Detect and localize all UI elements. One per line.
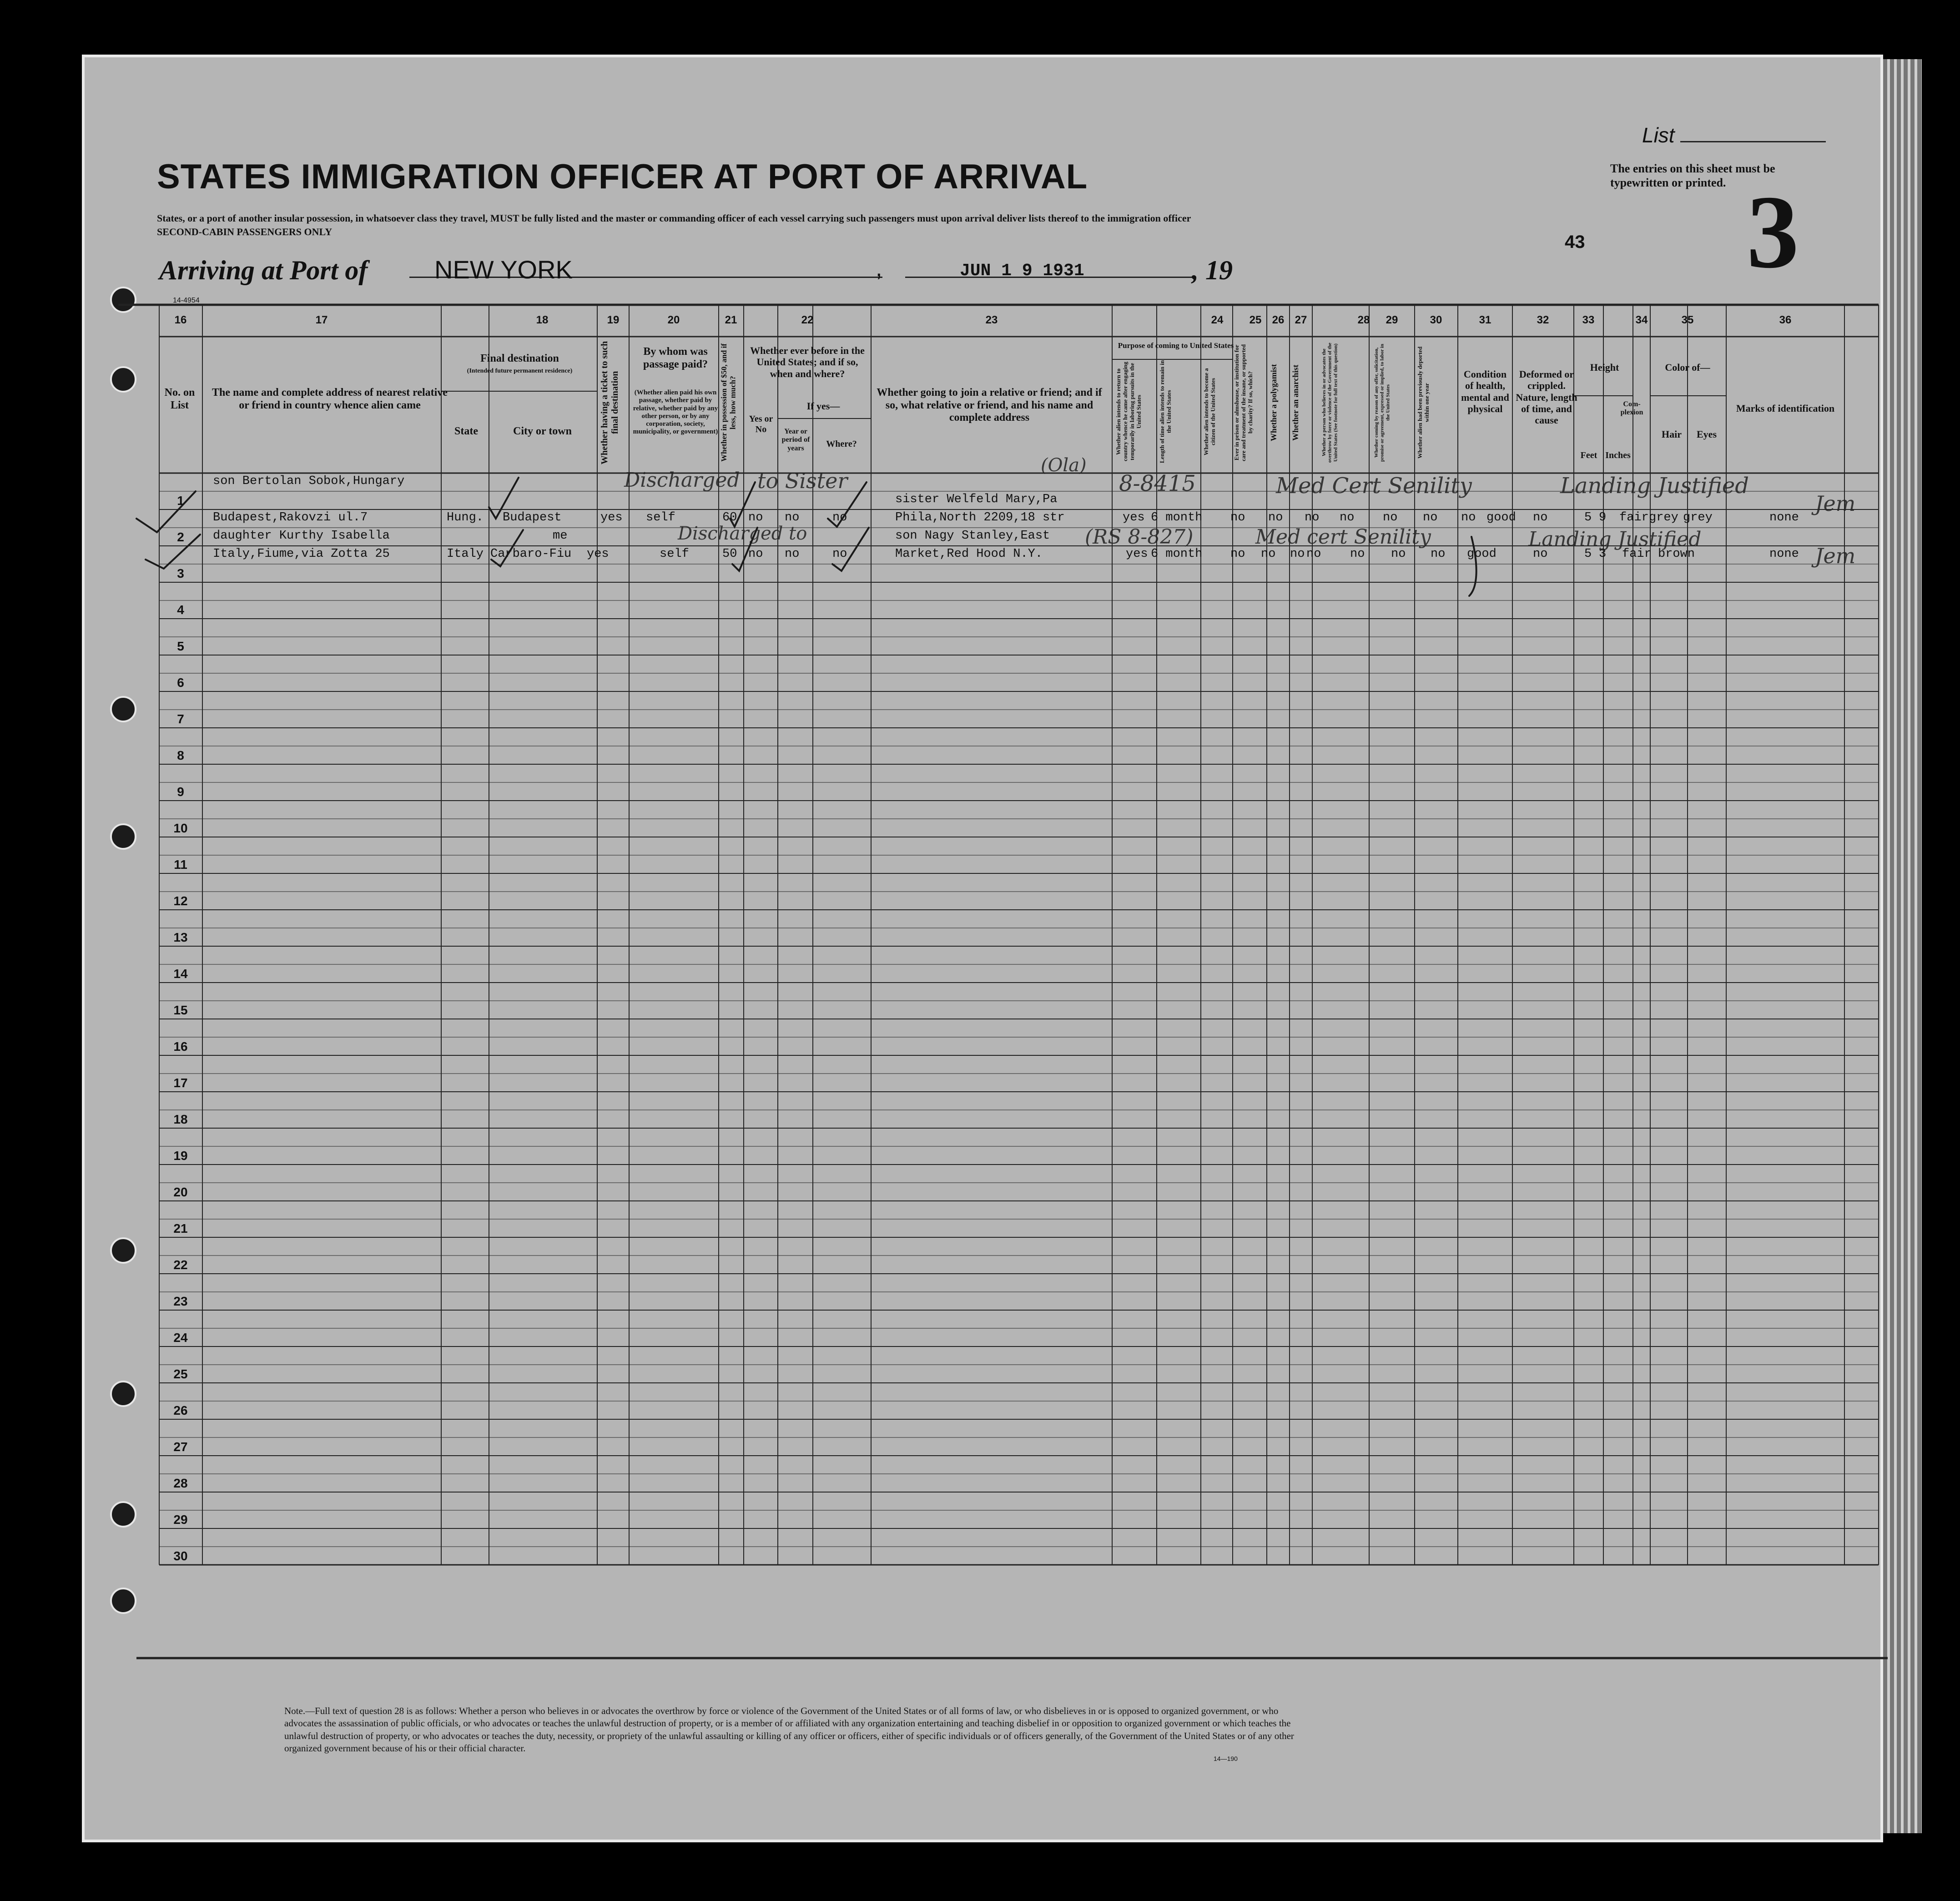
date-stamp: JUN 1 9 1931 [960, 261, 1084, 281]
column-number: 27 [1295, 314, 1307, 326]
header-before-in-us: Whether ever before in the United States; and if so, when and where? [750, 345, 865, 379]
entry-2-feet: 5 [1584, 547, 1592, 561]
entry-2-marks: none [1769, 547, 1799, 561]
annotation-r1-discharged: Discharged [624, 469, 740, 492]
header-length-stay: Length of time alien intends to remain in the United States [1159, 360, 1172, 464]
arriving-label: Arriving at Port of [159, 255, 368, 285]
header-final-destination: Final destination [480, 353, 559, 364]
header-money: Whether in possession of $50, and if less, how much? [720, 343, 737, 462]
column-number: 30 [1430, 314, 1442, 326]
annotation-r1-to-sister: to Sister [757, 469, 848, 493]
column-number: 22 [801, 314, 814, 326]
entry-1-paid-by: self [646, 511, 675, 524]
header-color-of: Color of— [1665, 362, 1710, 373]
check-mark [489, 478, 519, 519]
entry-2-intends-return: yes [1126, 547, 1148, 561]
row-number: 22 [173, 1258, 188, 1272]
header-ticket: Whether having a ticket to such final destination [600, 341, 620, 464]
comma: , [876, 255, 882, 282]
form-code: 14-4954 [173, 297, 200, 304]
entry-2-complexion: fair [1622, 547, 1652, 561]
annotation-r2-discharged: Discharged to [678, 523, 807, 544]
annotation-r2-initials: Jem [1815, 544, 1856, 568]
column-number: 17 [315, 314, 328, 326]
form-code-bottom: 14—190 [1214, 1755, 1238, 1762]
entry-2-years: no [785, 547, 800, 561]
cabin-class: SECOND-CABIN PASSENGERS ONLY [157, 226, 333, 237]
row-number: 12 [173, 894, 188, 908]
entry-2-hair: brown [1658, 547, 1695, 561]
entry-1-deported: no [1461, 511, 1476, 524]
entry-1-anarchist: no [1340, 511, 1355, 524]
column-number: 19 [607, 314, 620, 326]
header-deformed: Deformed or crippled. Nature, length of time, and cause [1516, 368, 1577, 426]
header-if-yes: If yes— [806, 400, 840, 412]
form-subtitle: States, or a port of another insular possession, in whatsoever class they travel, MUST be fully listed and the master or commanding officer of each vessel carrying such passengers must upon arrival deliver lists thereof to the immigration officer [157, 212, 1191, 224]
column-number: 23 [985, 314, 998, 326]
entry-2-health: good [1467, 547, 1496, 561]
column-number: 21 [725, 314, 737, 326]
sheet-sub-number: 43 [1565, 232, 1585, 252]
entry-1-relative-line1: son Bertolan Sobok,Hungary [213, 474, 405, 488]
entry-1-eyes: grey [1683, 511, 1713, 524]
entry-2-overthrow: no [1350, 547, 1365, 561]
header-hair: Hair [1662, 429, 1682, 440]
entry-1-deformed: no [1533, 511, 1548, 524]
annotation-r1-number: 8-8415 [1119, 471, 1196, 496]
header-complexion: Com-plexion [1620, 400, 1643, 417]
port-name: NEW YORK [434, 255, 573, 284]
header-inches: Inches [1605, 450, 1631, 460]
entry-2-offer-labor: no [1391, 547, 1406, 561]
header-purpose: Purpose of coming to United States [1118, 341, 1234, 350]
annotation-r1-code: (Ola) [1041, 455, 1087, 476]
column-number: 35 [1681, 314, 1694, 326]
header-city: City or town [513, 425, 572, 437]
entry-1-before-us: no [748, 511, 763, 524]
row-number: 14 [173, 967, 188, 981]
column-number: 25 [1249, 314, 1262, 326]
form-title: STATES IMMIGRATION OFFICER AT PORT OF ARRIVAL [157, 157, 1088, 196]
footnote: Note.—Full text of question 28 is as follows: Whether a person who believes in or advocates the overthrow by force or violence of the Government of the United States or of all forms of law, or who disbelieves in or is opposed to organized government, or who advocates the assassination of public officials, or who advocates or teaches the unlawful destruction of property, or is a member of or affiliated with any organization entertaining and teaching disbelief in or opposition to organized government or which teaches the unlawful destruction of property, or who advocates or teaches the duty, necessity, or propriety of the unlawful assaulting or killing of any officer or officers, either of specific individuals or of officers generally, of the Government of the United States or of any other organized government because of his or their official character. [284, 1705, 1294, 1754]
entry-2-prison: no [1261, 547, 1276, 561]
year-label: , 19 [1192, 255, 1233, 285]
entry-1-relative-line2: Budapest,Rakovzi ul.7 [213, 511, 368, 524]
row-number: 26 [173, 1403, 188, 1417]
entry-2-paid-by: self [660, 547, 689, 561]
header-deported: Whether alien had been previously deported within one year [1416, 346, 1430, 459]
annotation-r2-landing: Landing Justified [1528, 528, 1702, 551]
row-number: 17 [173, 1076, 188, 1090]
row-number: 13 [173, 930, 188, 944]
entry-1-state: Hung. [447, 511, 484, 524]
header-overthrow: Whether a person who believes in or advocates the overthrow by force or violence of the Government of the United States (See footnote for full text of this question) [1321, 343, 1339, 463]
row-number: 3 [177, 566, 184, 580]
row-number: 16 [173, 1039, 188, 1054]
column-number: 33 [1582, 314, 1595, 326]
header-final-destination-note: (Intended future permanent residence) [467, 368, 573, 374]
row-number: 27 [173, 1440, 188, 1454]
entry-1-intends-return: yes [1123, 511, 1145, 524]
entry-2-deported: no [1431, 547, 1446, 561]
entry-1-joining-line2: Phila,North 2209,18 str [895, 511, 1065, 524]
header-intends-return: Whether alien intends to return to country whence he came after engaging temporarily in laboring pursuits in the United States [1115, 362, 1142, 462]
entry-1-overthrow: no [1383, 511, 1398, 524]
entry-1-polygamist: no [1305, 511, 1320, 524]
annotation-r1-landing: Landing Justified [1560, 473, 1749, 499]
entry-1-money: 60 [722, 511, 737, 524]
check-mark [136, 491, 196, 532]
row-number: 19 [173, 1149, 188, 1163]
header-feet: Feet [1580, 450, 1597, 460]
row-number: 30 [173, 1549, 188, 1563]
entry-2-city: Carbaro-Fiu [490, 547, 572, 561]
annotation-r1-initials: Jem [1815, 491, 1856, 516]
check-mark [732, 528, 757, 571]
entry-1-where: no [832, 511, 847, 524]
entry-2-joining-line1: son Nagy Stanley,East [895, 529, 1050, 543]
entry-2-city-line1: me [553, 529, 568, 543]
header-passage-paid-note: (Whether alien paid his own passage, whether paid by relative, whether paid by any other person, or by any corporation, society, municipality, or government) [633, 389, 718, 436]
row-number: 8 [177, 748, 184, 762]
header-height: Height [1590, 362, 1619, 373]
entry-1-marks: none [1769, 511, 1799, 524]
entry-2-relative-line2: Italy,Fiume,via Zotta 25 [213, 547, 390, 561]
column-number: 32 [1537, 314, 1549, 326]
header-citizen: Whether alien intends to become a citizen of the United States [1203, 368, 1216, 455]
sheet-number: 3 [1747, 174, 1799, 290]
typewritten-note: The entries on this sheet must be typewritten or printed. [1610, 162, 1775, 190]
entry-2-polygamist: no [1290, 547, 1305, 561]
column-number: 29 [1386, 314, 1398, 326]
header-offer-labor: Whether coming by reason of any offer, solicitation, promise or agreement, expressed or implied, to labor in the United States [1374, 343, 1391, 462]
entry-2-length-stay: 6 month [1151, 547, 1203, 561]
column-number: 18 [536, 314, 549, 326]
row-number: 15 [173, 1003, 188, 1017]
entry-2-before-us: no [748, 547, 763, 561]
check-mark [491, 530, 523, 566]
header-health: Condition of health, mental and physical [1461, 368, 1509, 414]
row-number: 20 [173, 1185, 188, 1199]
row-number: 23 [173, 1294, 188, 1308]
list-label: List [1642, 123, 1675, 147]
entry-2-citizen: no [1230, 547, 1245, 561]
column-number: 34 [1635, 314, 1648, 326]
column-number: 36 [1779, 314, 1792, 326]
header-anarchist: Whether an anarchist [1291, 364, 1300, 441]
annotation-r2-code: (RS 8-827) [1085, 525, 1194, 549]
annotation-r2-medcert: Med cert Senility [1255, 525, 1431, 549]
row-number: 18 [173, 1112, 188, 1126]
column-number: 24 [1211, 314, 1224, 326]
check-mark [146, 534, 200, 569]
row-number: 9 [177, 785, 184, 799]
row-number: 29 [173, 1513, 188, 1527]
annotation-stroke [1469, 537, 1476, 596]
row-number: 5 [177, 639, 184, 653]
column-number: 26 [1272, 314, 1285, 326]
header-period-years: Year or period of years [781, 428, 810, 452]
header-marks: Marks of identification [1736, 403, 1835, 414]
header-eyes: Eyes [1697, 429, 1717, 440]
header-state: State [454, 425, 478, 437]
header-yes-no: Yes or No [749, 414, 773, 434]
header-nearest-relative: The name and complete address of nearest relative or friend in country whence alien came [212, 387, 448, 411]
entry-2-relative-line1: daughter Kurthy Isabella [213, 529, 390, 543]
entry-1-hair: grey [1649, 511, 1678, 524]
column-number: 28 [1357, 314, 1370, 326]
entry-1-joining-line1: sister Welfeld Mary,Pa [895, 493, 1058, 506]
entry-1-prison: no [1268, 511, 1283, 524]
column-number: 16 [174, 314, 187, 326]
row-number: 4 [177, 603, 184, 617]
row-number: 21 [173, 1221, 188, 1235]
row-number: 7 [177, 712, 184, 726]
row-number: 10 [173, 821, 188, 835]
row-number: 1 [177, 494, 184, 508]
entry-1-city: Budapest [503, 511, 562, 524]
entry-1-health: good [1486, 511, 1516, 524]
entry-2-where: no [832, 547, 847, 561]
row-number: 6 [177, 676, 184, 690]
header-passage-paid: By whom was passage paid? [643, 346, 708, 370]
entry-1-ticket: yes [600, 511, 623, 524]
entry-1-citizen: no [1230, 511, 1245, 524]
entry-1-offer-labor: no [1423, 511, 1438, 524]
row-number: 11 [174, 857, 187, 872]
row-number: 28 [173, 1476, 188, 1490]
header-polygamist: Whether a polygamist [1269, 364, 1278, 441]
check-mark [730, 482, 755, 527]
column-number: 31 [1479, 314, 1491, 326]
entry-2-deformed: no [1533, 547, 1548, 561]
header-where: Where? [826, 439, 857, 449]
check-mark [832, 528, 869, 571]
entry-2-anarchist: no [1306, 547, 1321, 561]
header-joining-relative: Whether going to join a relative or friend; and if so, what relative or friend, and his name and complete address [877, 387, 1102, 424]
row-number: 24 [173, 1331, 188, 1345]
entry-1-feet: 5 [1584, 511, 1592, 524]
entry-2-state: Italy [447, 547, 484, 561]
row-number: 2 [177, 530, 184, 544]
entry-1-length-stay: 6 month [1151, 511, 1203, 524]
entry-1-inches: 9 [1599, 511, 1607, 524]
header-no-on-list: No. on List [164, 387, 195, 411]
column-number: 20 [667, 314, 680, 326]
entry-1-years: no [785, 511, 800, 524]
entry-2-inches: 3 [1599, 547, 1607, 561]
entry-2-ticket: yes [587, 547, 609, 561]
entry-2-joining-line2: Market,Red Hood N.Y. [895, 547, 1043, 561]
entry-1-complexion: fair [1619, 511, 1649, 524]
annotation-r1-medcert: Med Cert Senility [1276, 473, 1472, 499]
check-mark [828, 482, 867, 527]
row-number: 25 [173, 1367, 188, 1381]
entry-2-money: 50 [722, 547, 737, 561]
header-prison: Ever in prison or almshouse, or institution for care and treatment of the insane, or supported by charity? If so, which? [1233, 344, 1254, 461]
